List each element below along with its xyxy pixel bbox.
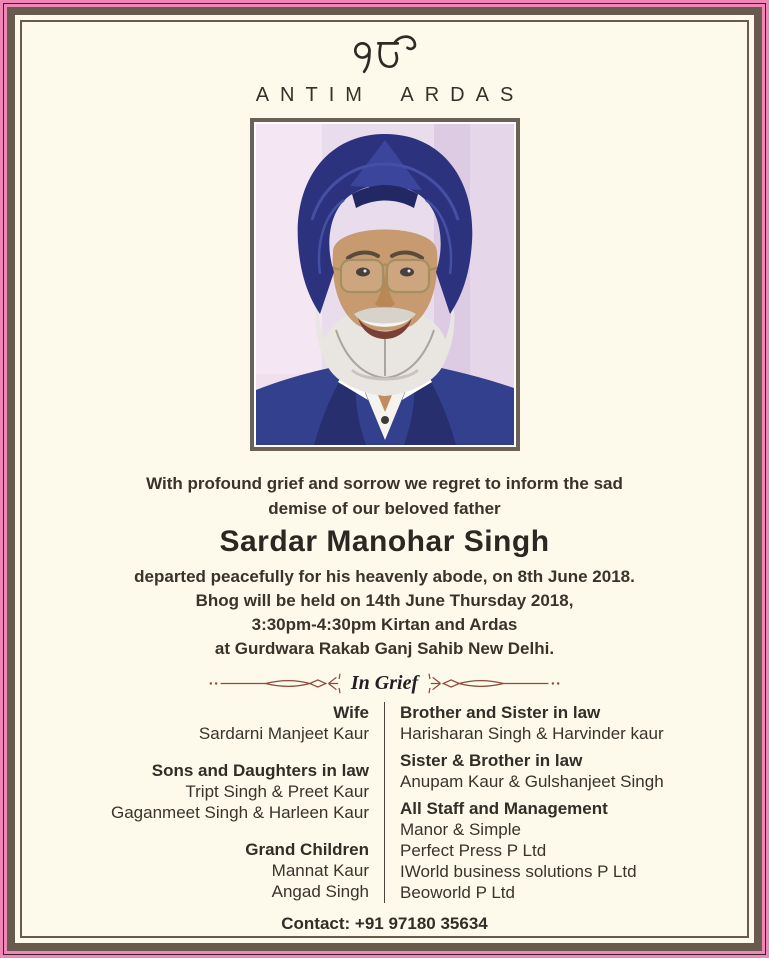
family-group-grand-children	[40, 839, 370, 902]
detail-line: at Gurdwara Rakab Ganj Sahib New Delhi.	[214, 639, 555, 658]
family-group-wife	[40, 702, 370, 744]
family-group-brother-sister	[400, 702, 730, 744]
group-heading: All Staff and Management	[400, 799, 608, 818]
family-member: IWorld business solutions P Ltd	[400, 862, 637, 881]
border-cream-gap	[15, 15, 754, 943]
intro-line: demise of our beloved father	[268, 499, 501, 518]
family-member: Tript Singh & Preet Kaur	[185, 782, 369, 801]
divider-ornament-left-icon	[207, 672, 342, 695]
ceremony-details	[22, 565, 747, 661]
intro-line: With profound grief and sorrow we regret to inform the sad	[146, 474, 623, 493]
group-heading: Brother and Sister in law	[400, 703, 601, 722]
deceased-name: Sardar Manohar Singh	[219, 525, 550, 558]
family-member: Anupam Kaur & Gulshanjeet Singh	[400, 772, 664, 791]
portrait-photo	[250, 118, 520, 451]
page-title: ANTIM ARDAS	[255, 84, 525, 106]
family-list	[40, 702, 730, 903]
family-member: Perfect Press P Ltd	[400, 841, 547, 860]
border-taupe-band	[7, 7, 762, 951]
family-group-sister-brother	[400, 750, 730, 792]
group-heading: Grand Children	[245, 840, 369, 859]
family-member: Mannat Kaur	[271, 861, 369, 880]
intro-text	[22, 471, 747, 521]
portrait-illustration	[256, 124, 514, 445]
family-group-sons-daughters	[40, 760, 370, 823]
group-heading: Wife	[333, 703, 369, 722]
in-grief-divider	[22, 672, 747, 695]
notice-body	[20, 20, 749, 938]
divider-ornament-right-icon	[427, 672, 562, 695]
detail-line: 3:30pm-4:30pm Kirtan and Ardas	[251, 615, 518, 634]
detail-line: departed peacefully for his heavenly abode, on 8th June 2018.	[134, 567, 635, 586]
family-member: Angad Singh	[271, 882, 369, 901]
divider-label: In Grief	[350, 672, 419, 694]
group-heading: Sons and Daughters in law	[151, 761, 369, 780]
family-column-left	[40, 702, 385, 903]
ek-onkar-symbol	[350, 31, 419, 77]
border-dark-line	[3, 3, 766, 955]
family-member: Beoworld P Ltd	[400, 883, 515, 902]
group-heading: Sister & Brother in law	[400, 751, 583, 770]
family-member: Manor & Simple	[400, 820, 521, 839]
family-member: Harisharan Singh & Harvinder kaur	[400, 724, 664, 743]
family-column-right	[385, 702, 730, 903]
family-member: Gaganmeet Singh & Harleen Kaur	[111, 803, 369, 822]
detail-line: Bhog will be held on 14th June Thursday 2018,	[195, 591, 574, 610]
family-member: Sardarni Manjeet Kaur	[198, 724, 369, 743]
contact-line: Contact: +91 97180 35634	[281, 914, 488, 933]
family-group-staff	[400, 798, 730, 903]
